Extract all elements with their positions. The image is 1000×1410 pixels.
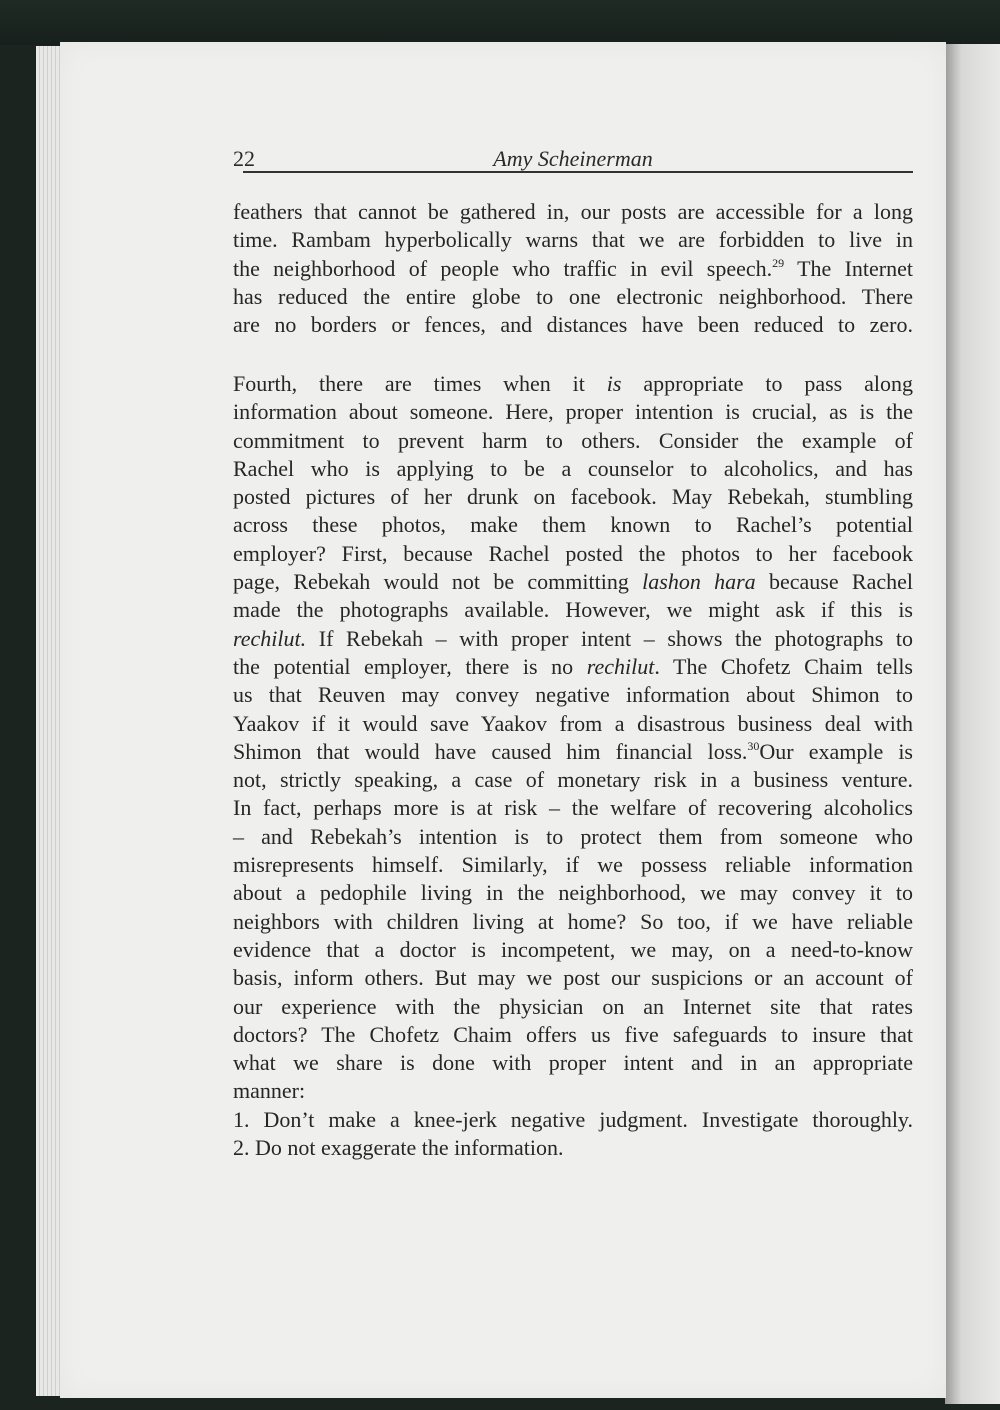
text-line bbox=[233, 255, 913, 283]
text-line bbox=[233, 823, 913, 851]
text-line bbox=[233, 964, 913, 992]
text-line bbox=[233, 596, 913, 624]
text-line bbox=[233, 879, 913, 907]
text-run: what we share is done with proper intent and in an appropriate bbox=[233, 1050, 913, 1076]
text-run: across these photos, make them known to Rachel’s potential bbox=[233, 512, 913, 538]
text-run: The Internet bbox=[784, 255, 913, 281]
text-run: not, strictly speaking, a case of monetary risk in a business venture. bbox=[233, 767, 913, 793]
italic-term: rechilut. bbox=[233, 625, 307, 651]
text-run: If Rebekah – with proper intent – shows the photographs to bbox=[306, 625, 913, 651]
text-line bbox=[233, 1021, 913, 1049]
text-line bbox=[233, 710, 913, 738]
text-run: our experience with the physician on an Internet site that rates bbox=[233, 993, 913, 1019]
text-run: the neighborhood of people who traffic in evil speech. bbox=[233, 255, 773, 281]
text-line bbox=[233, 1106, 913, 1134]
text-line bbox=[233, 511, 913, 539]
italic-term: lashon hara bbox=[642, 569, 756, 595]
text-run: Yaakov if it would save Yaakov from a disastrous business deal with bbox=[233, 710, 913, 736]
paragraph-gap bbox=[233, 339, 913, 370]
text-run: 1. Don’t make a knee-jerk negative judgment. Investigate thoroughly. bbox=[233, 1106, 913, 1132]
header-rule bbox=[243, 171, 913, 173]
text-run: time. Rambam hyperbolically warns that we are forbidden to live in bbox=[233, 227, 913, 253]
text-run: commitment to prevent harm to others. Consider the example of bbox=[233, 427, 913, 453]
text-run: Our example is bbox=[759, 738, 913, 764]
text-run: Shimon that would have caused him financial loss. bbox=[233, 738, 748, 764]
text-line bbox=[233, 455, 913, 483]
text-line bbox=[233, 681, 913, 709]
text-line bbox=[233, 283, 913, 311]
italic-term: is bbox=[606, 370, 622, 396]
running-head: Amy Scheinerman bbox=[493, 146, 653, 171]
text-line bbox=[233, 311, 913, 339]
text-line bbox=[233, 568, 913, 596]
text-run: because Rachel bbox=[755, 569, 913, 595]
text-line bbox=[233, 993, 913, 1021]
footnote-ref: 30 bbox=[747, 738, 760, 753]
text-line bbox=[233, 427, 913, 455]
scan-background bbox=[0, 0, 1000, 45]
text-line bbox=[233, 1049, 913, 1077]
text-run: basis, inform others. But may we post our suspicions or an account of bbox=[233, 965, 913, 991]
footnote-ref: 29 bbox=[772, 255, 785, 270]
text-run: about a pedophile living in the neighborhood, we may convey it to bbox=[233, 880, 913, 906]
text-run: . The Chofetz Chaim tells bbox=[654, 653, 913, 679]
text-line bbox=[233, 398, 913, 426]
text-run: doctors? The Chofetz Chaim offers us five safeguards to insure that bbox=[233, 1021, 913, 1047]
text-line bbox=[233, 653, 913, 681]
text-run: employer? First, because Rachel posted the photos to her facebook bbox=[233, 540, 913, 566]
text-run: In fact, perhaps more is at risk – the welfare of recovering alcoholics bbox=[233, 795, 913, 821]
italic-term: rechilut bbox=[586, 653, 655, 679]
facing-page-edge bbox=[945, 44, 1000, 1404]
text-line bbox=[233, 483, 913, 511]
text-run: 2. Do not exaggerate the information. bbox=[233, 1135, 564, 1160]
text-line bbox=[233, 908, 913, 936]
text-run: feathers that cannot be gathered in, our posts are accessible for a long bbox=[233, 199, 913, 224]
text-run: Fourth, there are times when it bbox=[233, 370, 607, 396]
text-run: made the photographs available. However, we might ask if this is bbox=[233, 597, 913, 623]
paragraph bbox=[233, 370, 913, 1162]
text-run: page, Rebekah would not be committing bbox=[233, 569, 643, 595]
text-run: appropriate to pass along bbox=[621, 370, 913, 396]
text-run: the potential employer, there is no bbox=[233, 653, 587, 679]
text-run: evidence that a doctor is incompetent, we may, on a need-to-know bbox=[233, 936, 913, 962]
text-line bbox=[233, 851, 913, 879]
text-line bbox=[233, 370, 913, 398]
text-run: are no borders or fences, and distances have been reduced to zero. bbox=[233, 312, 913, 338]
page-number: 22 bbox=[233, 146, 255, 171]
text-line bbox=[233, 540, 913, 568]
text-line bbox=[233, 1134, 913, 1162]
text-run: Rachel who is applying to be a counselor to alcoholics, and has bbox=[233, 455, 913, 481]
text-run: us that Reuven may convey negative information about Shimon to bbox=[233, 682, 913, 708]
text-line bbox=[233, 1077, 913, 1105]
text-line bbox=[233, 936, 913, 964]
text-run: – and Rebekah’s intention is to protect them from someone who bbox=[233, 823, 913, 849]
text-run: has reduced the entire globe to one electronic neighborhood. There bbox=[233, 283, 913, 309]
text-line bbox=[233, 738, 913, 766]
paragraph bbox=[233, 198, 913, 339]
text-run: misrepresents himself. Similarly, if we possess reliable information bbox=[233, 852, 913, 878]
text-run: information about someone. Here, proper intention is crucial, as is the bbox=[233, 399, 913, 425]
text-line bbox=[233, 226, 913, 254]
text-run: posted pictures of her drunk on facebook. May Rebekah, stumbling bbox=[233, 484, 913, 510]
text-line bbox=[233, 794, 913, 822]
text-line bbox=[233, 766, 913, 794]
text-run: neighbors with children living at home? So too, if we have reliable bbox=[233, 908, 913, 934]
text-line bbox=[233, 625, 913, 653]
text-run: manner: bbox=[233, 1078, 306, 1104]
body-text bbox=[233, 198, 913, 1162]
text-line bbox=[233, 198, 913, 226]
